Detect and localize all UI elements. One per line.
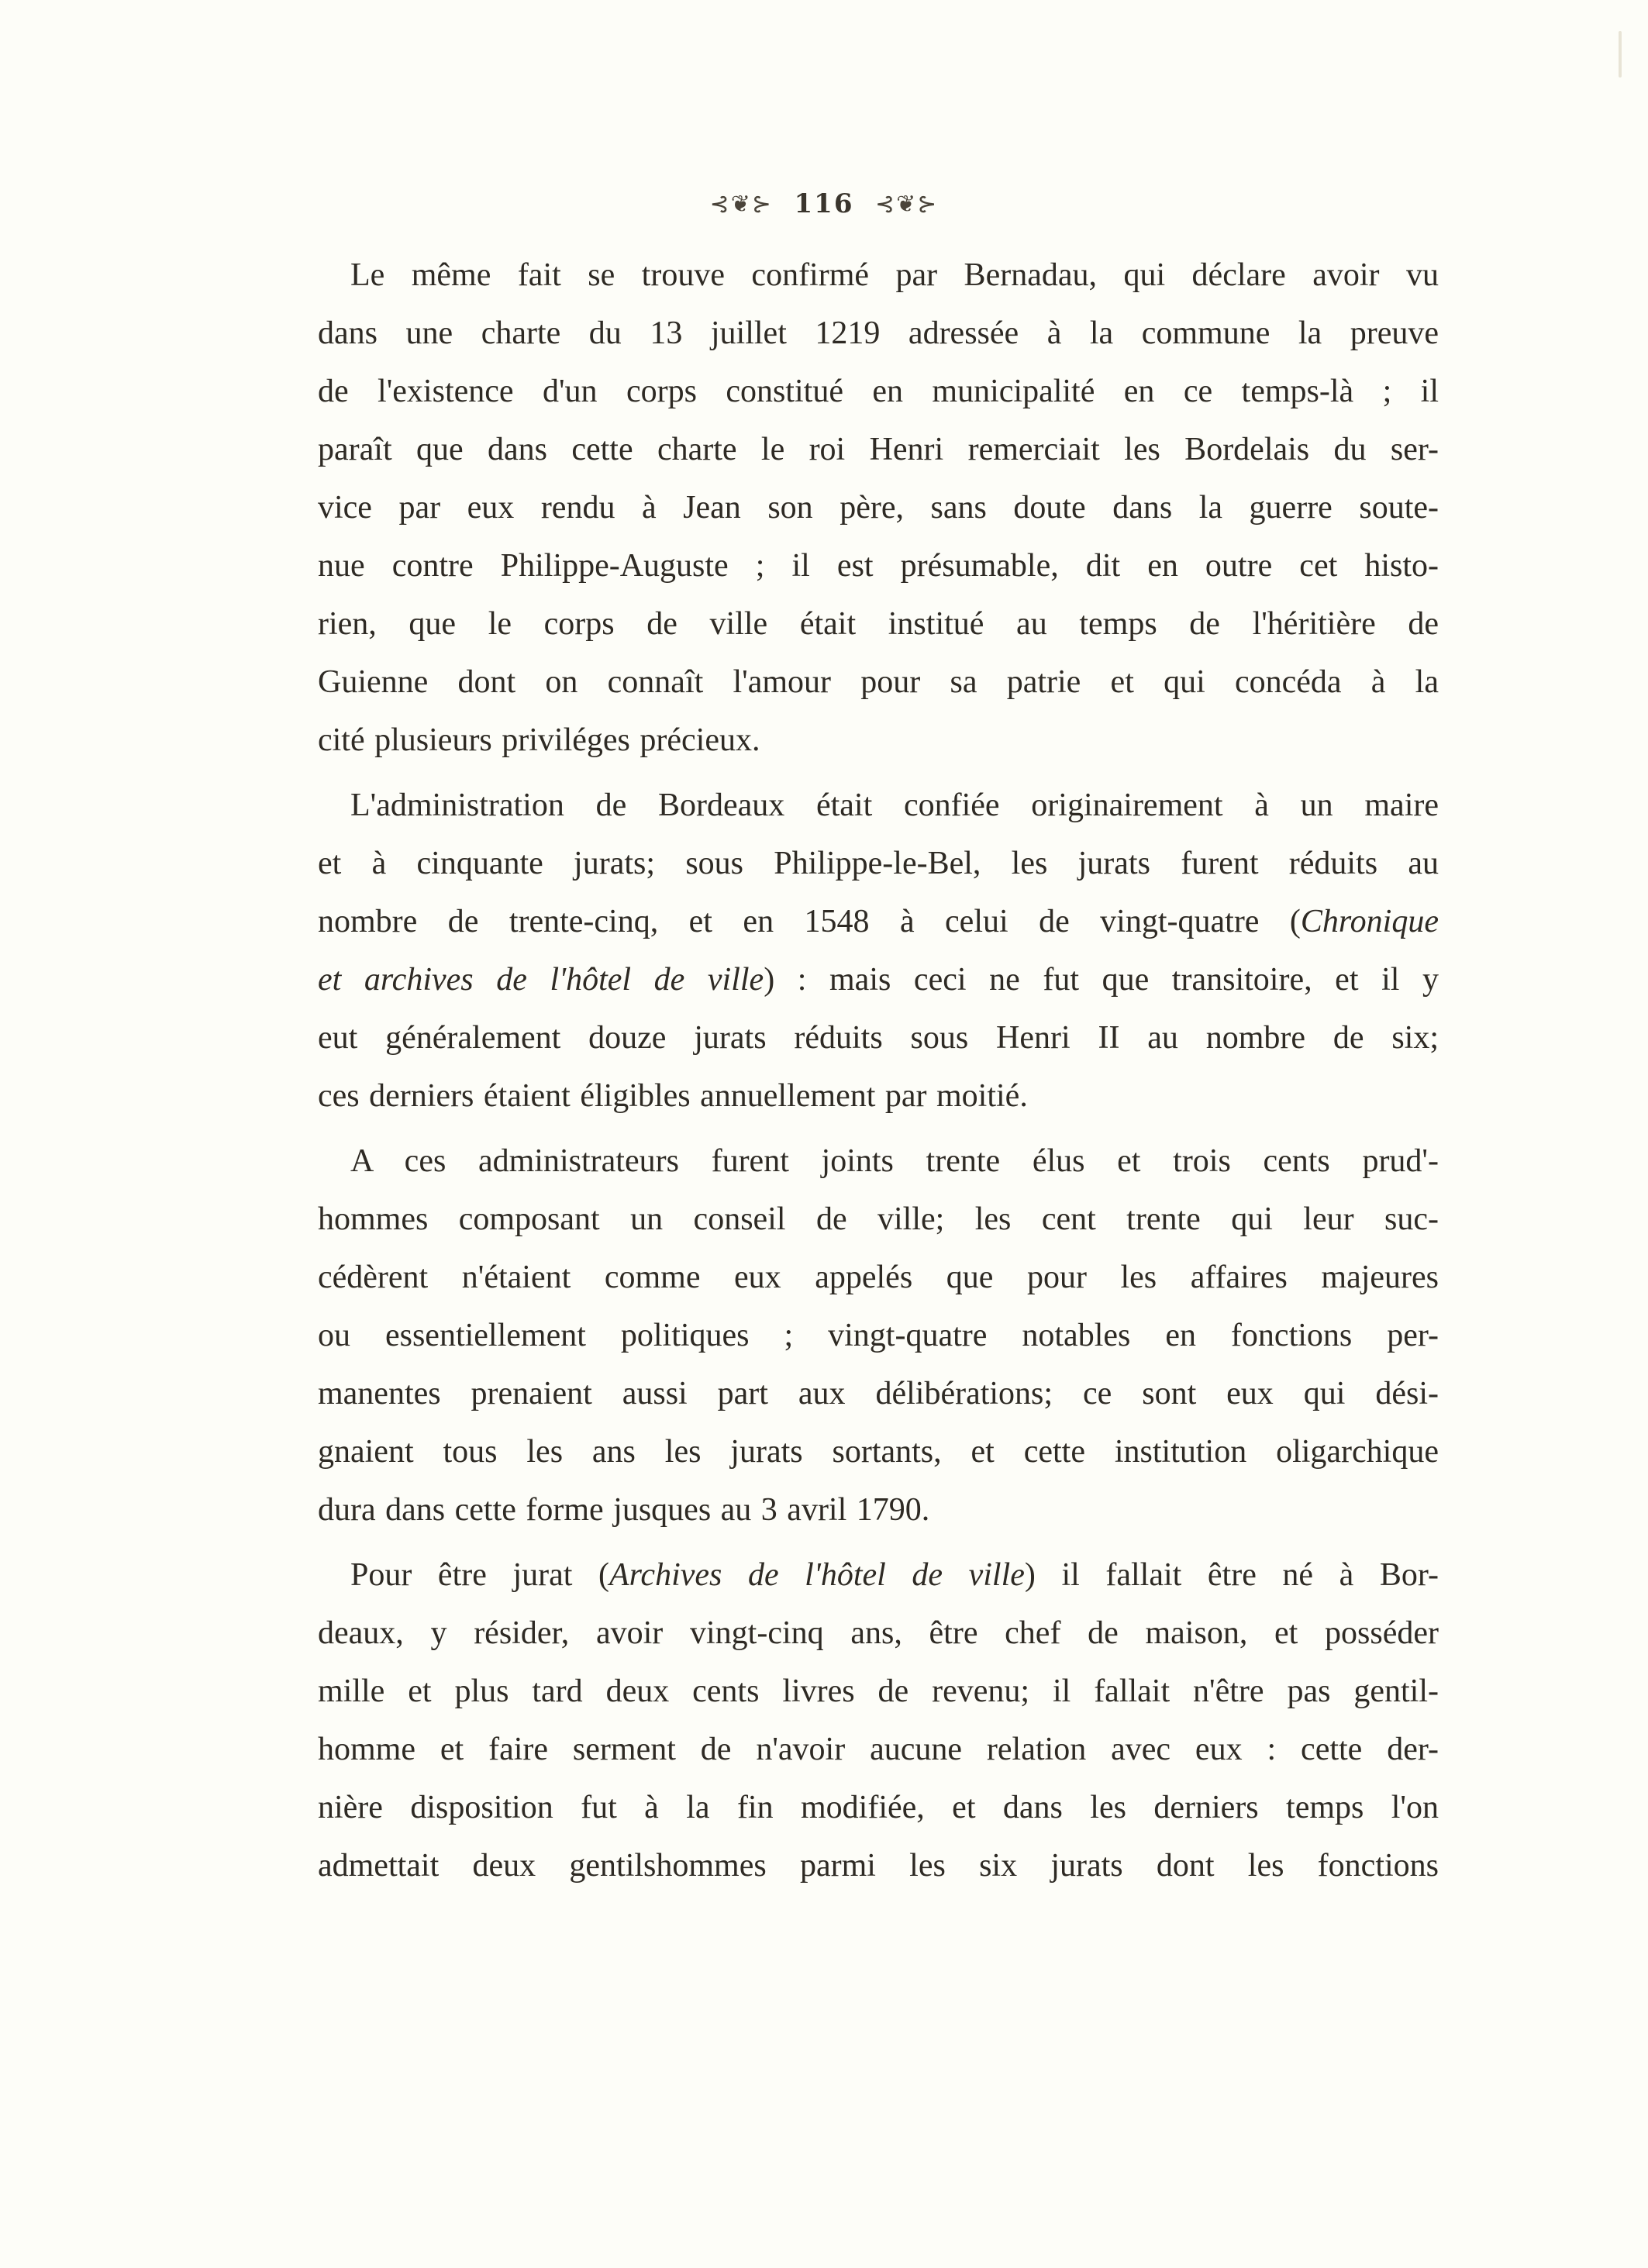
paragraph-4 bbox=[318, 1546, 1439, 1895]
text-line: de l'existence d'un corps constitué en municipalité en ce temps-là ; il bbox=[318, 374, 1439, 409]
italic-title: Chronique bbox=[1300, 904, 1439, 939]
text-segment: Pour être jurat ( bbox=[350, 1557, 609, 1593]
text-line: nue contre Philippe-Auguste ; il est présumable, dit en outre cet histo- bbox=[318, 548, 1439, 584]
text-line: gnaient tous les ans les jurats sortants, et cette institution oligarchique bbox=[318, 1434, 1439, 1470]
text-line: ou essentiellement politiques ; vingt-quatre notables en fonctions per- bbox=[318, 1318, 1439, 1353]
text-line: cité plusieurs priviléges précieux. bbox=[318, 722, 760, 758]
paragraph-2 bbox=[318, 777, 1439, 1125]
text-line-with-italic bbox=[318, 951, 1439, 1009]
text-line: Le même fait se trouve confirmé par Bernadau, qui déclare avoir vu bbox=[350, 257, 1439, 293]
italic-title: et archives de l'hôtel de ville bbox=[318, 962, 764, 998]
text-line: eut généralement douze jurats réduits sous Henri II au nombre de six; bbox=[318, 1020, 1439, 1056]
body-text bbox=[318, 246, 1439, 1895]
page-number: 116 bbox=[794, 188, 854, 220]
text-line: dans une charte du 13 juillet 1219 adressée à la commune la preuve bbox=[318, 315, 1439, 351]
page-header bbox=[0, 184, 1648, 219]
text-line-with-italic bbox=[318, 893, 1439, 951]
text-segment: nombre de trente-cinq, et en 1548 à celui de vingt-quatre ( bbox=[318, 904, 1301, 939]
text-line: nière disposition fut à la fin modifiée, et dans les derniers temps l'on bbox=[318, 1790, 1439, 1825]
text-line: manentes prenaient aussi part aux délibérations; ce sont eux qui dési- bbox=[318, 1376, 1439, 1411]
text-line: homme et faire serment de n'avoir aucune relation avec eux : cette der- bbox=[318, 1732, 1439, 1767]
text-line: L'administration de Bordeaux était confiée originairement à un maire bbox=[350, 788, 1439, 823]
text-line: paraît que dans cette charte le roi Henri remerciait les Bordelais du ser- bbox=[318, 432, 1439, 467]
text-line: rien, que le corps de ville était institué au temps de l'héritière de bbox=[318, 606, 1439, 642]
text-segment: ) : mais ceci ne fut que transitoire, et il y bbox=[764, 962, 1439, 998]
paragraph-3 bbox=[318, 1132, 1439, 1539]
text-line: cédèrent n'étaient comme eux appelés que pour les affaires majeures bbox=[318, 1260, 1439, 1295]
text-line: Guienne dont on connaît l'amour pour sa patrie et qui concéda à la bbox=[318, 664, 1439, 700]
text-line: admettait deux gentilshommes parmi les six jurats dont les fonctions bbox=[318, 1848, 1439, 1884]
text-line: A ces administrateurs furent joints trente élus et trois cents prud'- bbox=[350, 1143, 1439, 1179]
italic-title: Archives de l'hôtel de ville bbox=[609, 1557, 1025, 1593]
left-ornament-icon: ⊰❦⊱ bbox=[709, 191, 773, 217]
paragraph-1 bbox=[318, 246, 1439, 770]
text-line-with-italic bbox=[318, 1546, 1439, 1604]
text-line: et à cinquante jurats; sous Philippe-le-Bel, les jurats furent réduits au bbox=[318, 846, 1439, 881]
text-line: vice par eux rendu à Jean son père, sans doute dans la guerre soute- bbox=[318, 490, 1439, 526]
text-line: hommes composant un conseil de ville; les cent trente qui leur suc- bbox=[318, 1201, 1439, 1237]
text-line: ces derniers étaient éligibles annuellement par moitié. bbox=[318, 1078, 1028, 1114]
text-segment: ) il fallait être né à Bor- bbox=[1024, 1557, 1439, 1593]
text-line: deaux, y résider, avoir vingt-cinq ans, être chef de maison, et posséder bbox=[318, 1615, 1439, 1651]
page-edge-mark bbox=[1619, 31, 1622, 78]
right-ornament-icon: ⊰❦⊱ bbox=[874, 191, 939, 217]
text-line: mille et plus tard deux cents livres de revenu; il fallait n'être pas gentil- bbox=[318, 1673, 1439, 1709]
text-line: dura dans cette forme jusques au 3 avril 1790. bbox=[318, 1492, 930, 1528]
